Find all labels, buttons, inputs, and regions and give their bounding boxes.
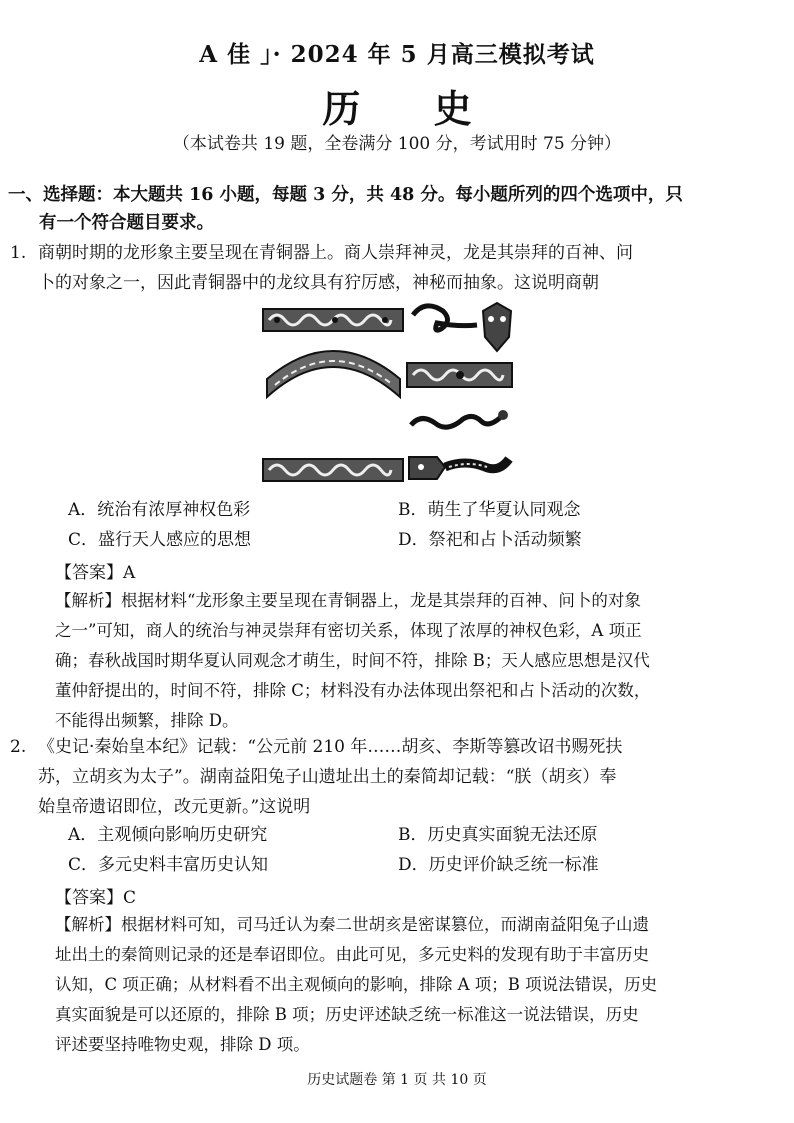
option-a: A．主观倾向影响历史研究 bbox=[68, 825, 268, 845]
section-heading bbox=[8, 181, 778, 237]
question-1 bbox=[10, 238, 758, 298]
option-b: B．萌生了华夏认同观念 bbox=[398, 500, 581, 520]
analysis-1 bbox=[55, 586, 755, 736]
analysis-line: 之一”可知，商人的统治与神灵崇拜有密切关系，体现了浓厚的神权色彩，A 项正 bbox=[55, 621, 642, 640]
subject-title: 历 史 bbox=[322, 86, 502, 131]
option-d: D．历史评价缺乏统一标准 bbox=[398, 855, 599, 875]
analysis-line: 认知，C 项正确；从材料看不出主观倾向的影响，排除 A 项；B 项说法错误，历史 bbox=[55, 975, 658, 994]
analysis-line: 不能得出频繁，排除 D。 bbox=[55, 711, 239, 730]
analysis-line: 【解析】根据材料“龙形象主要呈现在青铜器上，龙是其崇拜的百神、问卜的对象 bbox=[55, 591, 641, 610]
question-number: 1. bbox=[10, 243, 27, 263]
option-c: C．多元史料丰富历史认知 bbox=[68, 855, 269, 875]
exam-title: A 佳 」· 2024 年 5 月高三模拟考试 bbox=[199, 41, 595, 68]
option-a: A．统治有浓厚神权色彩 bbox=[68, 500, 251, 520]
option-d: D．祭祀和占卜活动频繁 bbox=[398, 530, 582, 550]
question-text-line: 苏，立胡亥为太子”。湖南益阳兔子山遗址出土的秦简却记载：“朕（胡亥）奉 bbox=[38, 767, 617, 787]
option-c: C．盛行天人感应的思想 bbox=[68, 530, 252, 550]
analysis-line: 址出土的秦简则记录的还是奉诏即位。由此可见，多元史料的发现有助于丰富历史 bbox=[55, 945, 649, 964]
exam-note: （本试卷共 19 题，全卷满分 100 分，考试用时 75 分钟） bbox=[172, 134, 622, 154]
analysis-line: 真实面貌是可以还原的，排除 B 项；历史评述缺乏统一标准这一说法错误，历史 bbox=[55, 1005, 639, 1024]
question-number: 2. bbox=[10, 737, 27, 757]
analysis-line: 【解析】根据材料可知，司马迁认为秦二世胡亥是密谋篡位，而湖南益阳兔子山遗 bbox=[55, 915, 649, 934]
question-text-line: 《史记·秦始皇本纪》记载：“公元前 210 年……胡亥、李斯等篡改诏书赐死扶 bbox=[38, 737, 623, 757]
answer-2: 【答案】C bbox=[55, 888, 137, 908]
question-1-options bbox=[68, 495, 758, 555]
dragon-band-1 bbox=[263, 309, 403, 331]
question-text-line: 卜的对象之一，因此青铜器中的龙纹具有狞厉感，神秘而抽象。这说明商朝 bbox=[38, 273, 599, 293]
answer-1: 【答案】A bbox=[55, 563, 136, 583]
analysis-line: 董仲舒提出的，时间不符，排除 C；材料没有办法体现出祭祀和占卜活动的次数， bbox=[55, 681, 651, 700]
page-footer: 历史试题卷 第 1 页 共 10 页 bbox=[307, 1072, 487, 1088]
analysis-line: 评述要坚持唯物史观，排除 D 项。 bbox=[55, 1035, 310, 1054]
analysis-line: 确；春秋战国时期华夏认同观念才萌生，时间不符，排除 B；天人感应思想是汉代 bbox=[55, 651, 650, 670]
analysis-2 bbox=[55, 910, 755, 1060]
question-2 bbox=[10, 732, 758, 822]
section-heading-line2: 有一个符合题目要求。 bbox=[39, 213, 214, 233]
option-b: B．历史真实面貌无法还原 bbox=[398, 825, 598, 845]
dragon-with-mask bbox=[413, 303, 511, 351]
long-dragon bbox=[409, 457, 509, 479]
dragon-band-3 bbox=[263, 459, 403, 481]
dragon-arc-band bbox=[267, 351, 400, 397]
dragon-band-2 bbox=[407, 363, 512, 387]
question-2-options bbox=[68, 820, 758, 880]
section-heading-line1: 一、选择题：本大题共 16 小题，每题 3 分，共 48 分。每小题所列的四个选项中，只 bbox=[8, 185, 683, 205]
bronze-dragon-pattern-figure bbox=[255, 297, 525, 497]
small-dragon bbox=[411, 410, 508, 427]
question-text-line: 始皇帝遗诏即位，改元更新。”这说明 bbox=[38, 797, 311, 817]
question-text-line: 商朝时期的龙形象主要呈现在青铜器上。商人崇拜神灵，龙是其崇拜的百神、问 bbox=[38, 243, 633, 263]
